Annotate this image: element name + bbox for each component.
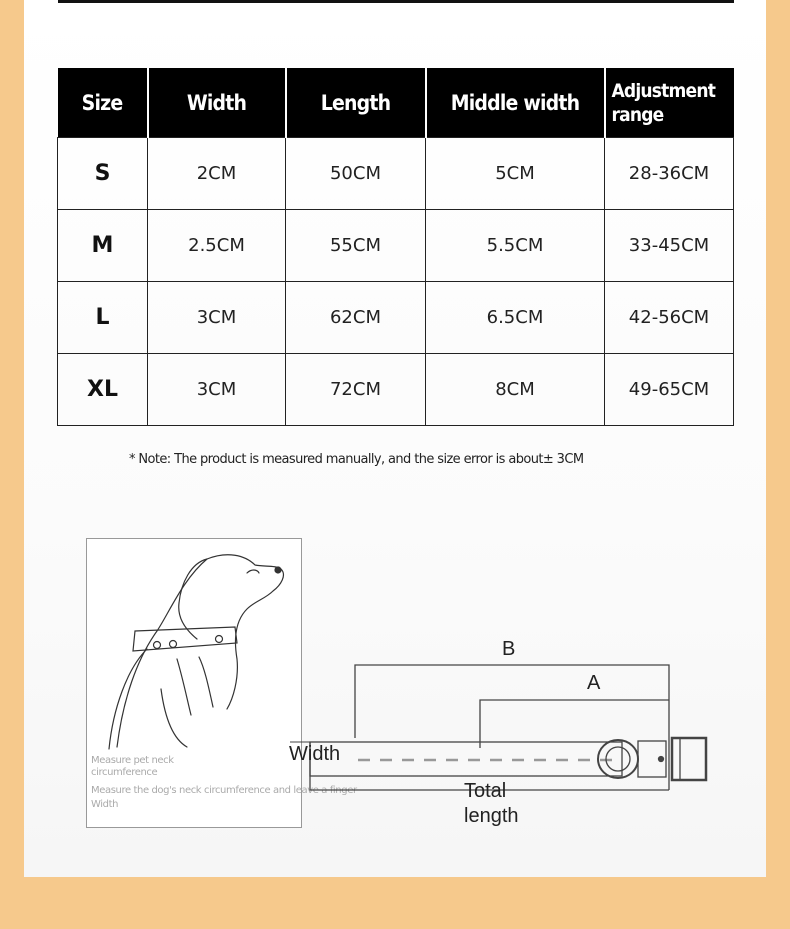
adjustment-range-cell: 42-56CM bbox=[605, 282, 734, 354]
size-cell: S bbox=[58, 138, 148, 210]
size-cell: M bbox=[58, 210, 148, 282]
label-width: Width bbox=[289, 743, 341, 765]
length-cell: 55CM bbox=[286, 210, 426, 282]
header-length: Length bbox=[286, 68, 426, 138]
header-width: Width bbox=[148, 68, 286, 138]
size-chart-table bbox=[57, 68, 734, 426]
width-cell: 3CM bbox=[148, 354, 286, 426]
header-middle-width: Middle width bbox=[426, 68, 605, 138]
width-cell: 2CM bbox=[148, 138, 286, 210]
header-adjustment-range: Adjustment range bbox=[605, 68, 734, 138]
caption-width: Width bbox=[91, 799, 119, 810]
adjustment-range-cell: 49-65CM bbox=[605, 354, 734, 426]
label-total: Total bbox=[464, 780, 507, 802]
label-b: B bbox=[502, 638, 516, 660]
size-cell: XL bbox=[58, 354, 148, 426]
header-size: Size bbox=[58, 68, 148, 138]
caption-measure-neck: Measure pet neck circumference bbox=[91, 755, 174, 778]
table-row bbox=[58, 210, 734, 282]
length-cell: 62CM bbox=[286, 282, 426, 354]
adjustment-range-cell: 33-45CM bbox=[605, 210, 734, 282]
table-row bbox=[58, 282, 734, 354]
collar-dimension-diagram bbox=[280, 630, 720, 834]
size-cell: L bbox=[58, 282, 148, 354]
length-cell: 50CM bbox=[286, 138, 426, 210]
dog-neck-illustration bbox=[86, 538, 357, 828]
middle-width-cell: 5CM bbox=[426, 138, 605, 210]
measurement-note: * Note: The product is measured manually, and the size error is about± 3CM bbox=[129, 452, 584, 467]
middle-width-cell: 5.5CM bbox=[426, 210, 605, 282]
table-header-row bbox=[58, 68, 734, 138]
length-cell: 72CM bbox=[286, 354, 426, 426]
middle-width-cell: 6.5CM bbox=[426, 282, 605, 354]
top-divider bbox=[58, 0, 734, 3]
width-cell: 3CM bbox=[148, 282, 286, 354]
middle-width-cell: 8CM bbox=[426, 354, 605, 426]
width-cell: 2.5CM bbox=[148, 210, 286, 282]
adjustment-range-cell: 28-36CM bbox=[605, 138, 734, 210]
table-row bbox=[58, 138, 734, 210]
dog-head-icon bbox=[87, 539, 301, 827]
label-length: length bbox=[464, 805, 519, 827]
table-row bbox=[58, 354, 734, 426]
label-a: A bbox=[587, 672, 601, 694]
caption-leave-finger: Measure the dog's neck circumference and leave a finger bbox=[91, 785, 357, 796]
